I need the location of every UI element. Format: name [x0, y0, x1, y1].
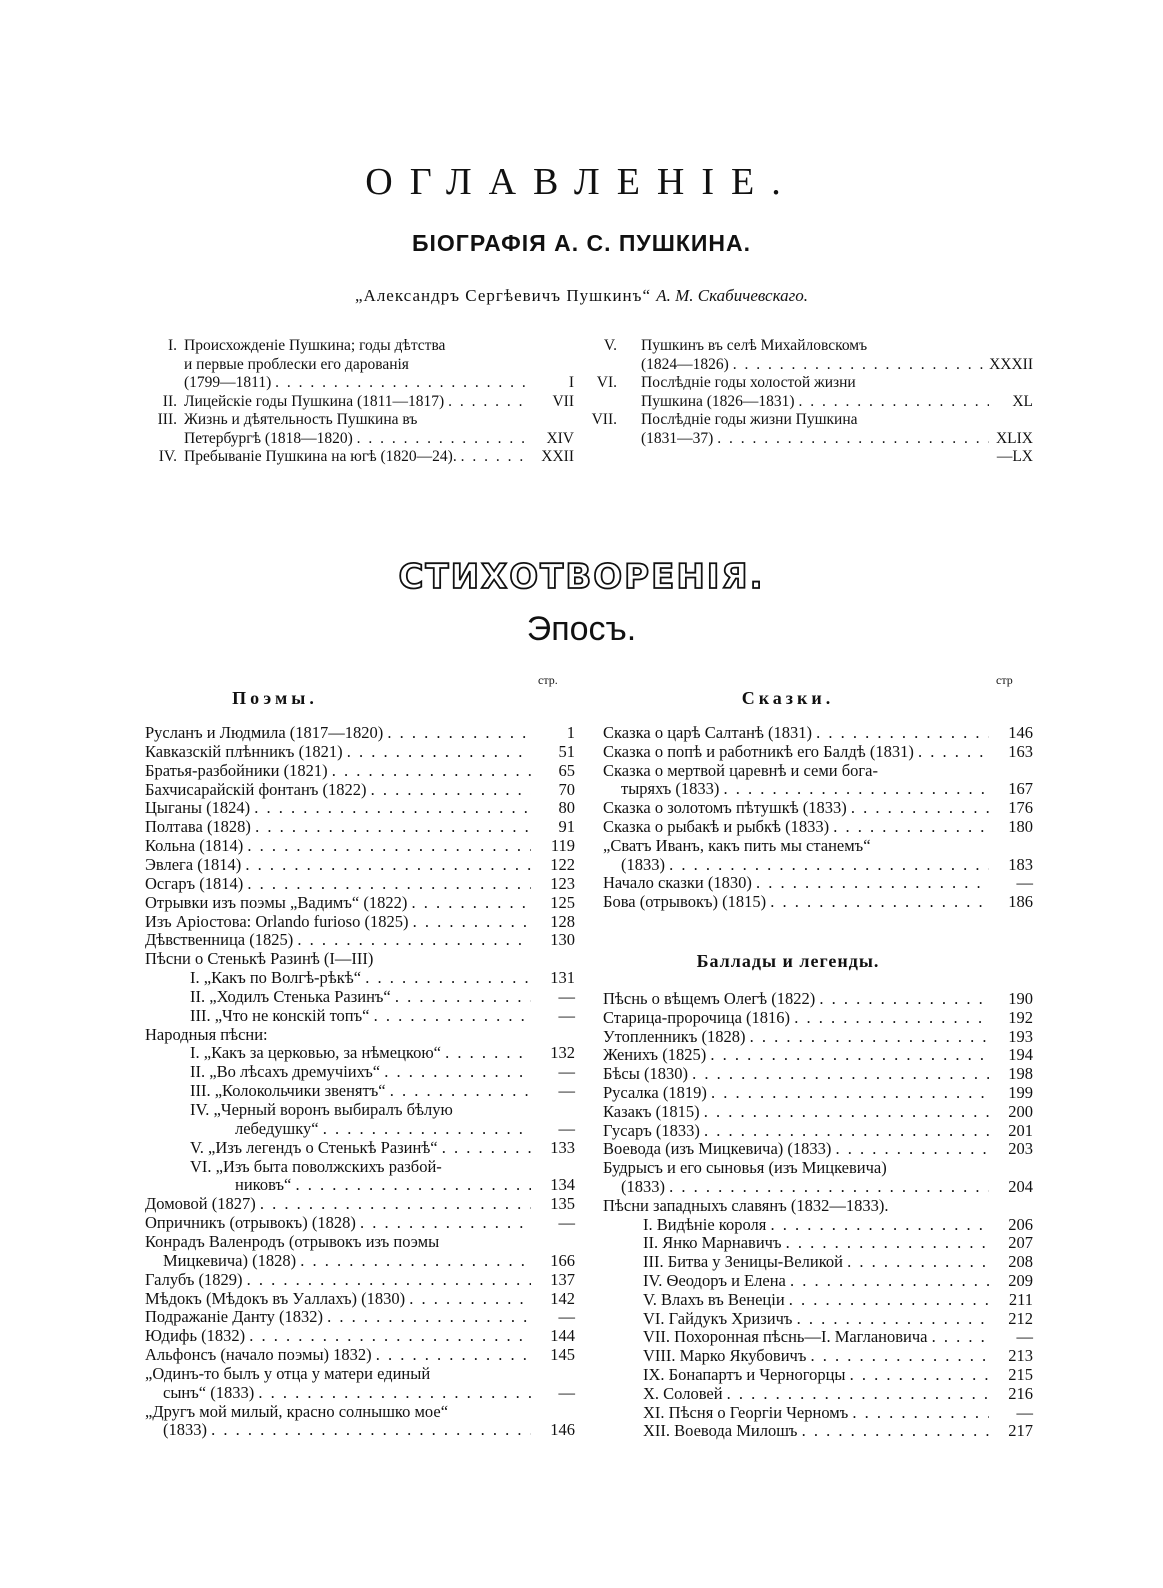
- toc-entry: [603, 1028, 1033, 1046]
- toc-entry-title: (1833) . . .: [621, 1178, 989, 1196]
- toc-entry-title: Казакъ (1815) . . .: [603, 1103, 989, 1121]
- toc-entry-page: 166: [550, 1250, 575, 1270]
- toc-entry-line: Народныя пѣсни:: [145, 1024, 268, 1044]
- toc-entry: [163, 1384, 575, 1402]
- toc-entry: [190, 1044, 575, 1062]
- toc-entry-page: —: [1016, 873, 1033, 893]
- toc-entry-title: IV. Ѳеодоръ и Елена . . .: [643, 1272, 989, 1290]
- toc-entry: [643, 1347, 1033, 1365]
- toc-entry-title: Сказка о попѣ и работникѣ его Балдѣ (1831) . . .: [603, 743, 989, 761]
- toc-entry-page: 198: [1008, 1064, 1033, 1084]
- toc-entry-title: лебедушку“ . . .: [235, 1120, 531, 1138]
- toc-entry-page: 194: [1008, 1045, 1033, 1065]
- toc-entry-page: 176: [1008, 798, 1033, 818]
- toc-entry: [603, 1103, 1033, 1121]
- toc-entry-page: 131: [550, 968, 575, 988]
- toc-entry: [145, 894, 575, 912]
- toc-entry-line: VI. „Изъ быта поволжскихъ разбой-: [190, 1156, 442, 1176]
- toc-entry-title: Домовой (1827) . . .: [145, 1195, 531, 1213]
- toc-entry: [184, 448, 574, 466]
- toc-entry-title: Бѣсы (1830) . . .: [603, 1065, 989, 1083]
- toc-entry-title: Пушкина (1826—1831) . . .: [641, 393, 989, 411]
- toc-entry: [643, 1291, 1033, 1309]
- toc-entry-title: Русланъ и Людмила (1817—1820) . . .: [145, 724, 531, 742]
- toc-entry-page: 146: [550, 1420, 575, 1440]
- toc-entry: [603, 1009, 1033, 1027]
- toc-entry-page: 51: [558, 741, 575, 761]
- toc-entry-title: (1833) . . .: [621, 856, 989, 874]
- toc-entry: [145, 799, 575, 817]
- toc-entry-title: III. „Что не конскій топъ“ . . .: [190, 1007, 531, 1025]
- toc-entry-page: 167: [1008, 779, 1033, 799]
- toc-entry-page: 65: [558, 760, 575, 780]
- toc-entry-title: Пребываніе Пушкина на югѣ (1820—24). . . .: [184, 448, 530, 466]
- toc-entry-title: V. „Изъ легендъ о Стенькѣ Разинѣ“ . . .: [190, 1139, 531, 1157]
- toc-entry: [643, 1404, 1033, 1422]
- toc-entry-title: III. „Колокольчики звенятъ“ . . .: [190, 1082, 531, 1100]
- toc-entry-title: Альфонсъ (начало поэмы) 1832) . . .: [145, 1346, 531, 1364]
- toc-entry-title: Кавказскій плѣнникъ (1821) . . .: [145, 743, 531, 761]
- toc-entry: [643, 1422, 1033, 1440]
- toc-entry-page: 180: [1008, 817, 1033, 836]
- chapter-number: III.: [157, 411, 177, 428]
- toc-entry-page: 123: [550, 873, 575, 893]
- toc-entry: [603, 1065, 1033, 1083]
- toc-entry: [163, 1252, 575, 1270]
- toc-entry-page: 130: [550, 930, 575, 950]
- toc-entry-title: I. „Какъ за церковью, за нѣмецкою“ . . .: [190, 1044, 531, 1062]
- toc-entry: [641, 430, 1033, 466]
- poems-heading: СТИХОТВОРЕНІЯ.: [398, 557, 765, 597]
- toc-entry-title: II. „Ходилъ Стенька Разинъ“ . . .: [190, 988, 531, 1006]
- toc-entry-page: 80: [558, 798, 575, 818]
- toc-entry: [603, 1140, 1033, 1158]
- toc-entry-title: Лицейскіе годы Пушкина (1811—1817) . . .: [184, 393, 530, 411]
- toc-entry: [145, 781, 575, 799]
- toc-entry-title: никовъ“ . . .: [235, 1176, 531, 1194]
- toc-entry-page: 144: [550, 1326, 575, 1346]
- toc-entry: [643, 1234, 1033, 1252]
- toc-entry-title: Воевода (изъ Мицкевича) (1833) . . .: [603, 1140, 989, 1158]
- toc-entry-line: Конрадъ Валенродъ (отрывокъ изъ поэмы: [145, 1231, 440, 1251]
- biography-subtitle-title: „Александръ Сергѣевичъ Пушкинъ“: [355, 286, 651, 305]
- toc-entry-title: VI. Гайдукъ Хризичъ . . .: [643, 1310, 989, 1328]
- toc-entry-title: Сказка о царѣ Салтанѣ (1831) . . .: [603, 724, 989, 742]
- toc-entry-title: V. Влахъ въ Венеціи . . .: [643, 1291, 989, 1309]
- skazki-heading: Сказки.: [741, 688, 835, 708]
- toc-entry: [190, 969, 575, 987]
- toc-entry-page: 125: [550, 892, 575, 912]
- toc-entry-page: 203: [1008, 1139, 1033, 1159]
- toc-entry: [145, 1308, 575, 1326]
- poemy-heading: Поэмы.: [232, 688, 318, 708]
- toc-entry-page: 200: [1008, 1101, 1033, 1121]
- chapter-number: VI.: [596, 374, 617, 391]
- toc-entry-title: IX. Бонапартъ и Черногорцы . . .: [643, 1366, 989, 1384]
- toc-entry: [643, 1385, 1033, 1403]
- toc-entry-line: Пѣсни западныхъ славянъ (1832—1833).: [603, 1195, 889, 1215]
- toc-entry-title: X. Соловей . . .: [643, 1385, 989, 1403]
- toc-entry-line: Будрысъ и его сыновья (изъ Мицкевича): [603, 1158, 887, 1178]
- toc-entry-title: VIII. Марко Якубовичъ . . .: [643, 1347, 989, 1365]
- toc-entry-line: и первые проблески его дарованія: [184, 355, 409, 373]
- toc-entry-title: Утопленникъ (1828) . . .: [603, 1028, 989, 1046]
- toc-entry: [145, 1195, 575, 1213]
- toc-entry: [145, 1290, 575, 1308]
- toc-entry: [621, 856, 1033, 874]
- toc-entry-title: Гусаръ (1833) . . .: [603, 1122, 989, 1140]
- toc-entry-title: Кольна (1814) . . .: [145, 837, 531, 855]
- toc-entry-title: (1824—1826) . . .: [641, 356, 989, 374]
- toc-entry-title: сынъ“ (1833) . . .: [163, 1384, 531, 1402]
- toc-entry-page: 133: [550, 1137, 575, 1157]
- toc-entry-title: I. „Какъ по Волгѣ-рѣкѣ“ . . .: [190, 969, 531, 987]
- biography-subtitle: [0, 286, 1163, 306]
- toc-entry: [603, 818, 1033, 836]
- toc-entry-line: Жизнь и дѣятельность Пушкина въ: [184, 411, 418, 428]
- toc-entry-title: I. Видѣніе короля . . .: [643, 1216, 989, 1234]
- toc-entry-page: 201: [1008, 1120, 1033, 1140]
- toc-entry-title: Старица-пророчица (1816) . . .: [603, 1009, 989, 1027]
- toc-entry-page: 128: [550, 911, 575, 931]
- toc-entry-title: Пѣснь о вѣщемъ Олегѣ (1822) . . .: [603, 990, 989, 1008]
- toc-entry-page: 145: [550, 1345, 575, 1365]
- toc-entry-title: Опричникъ (отрывокъ) (1828) . . .: [145, 1214, 531, 1232]
- toc-entry-page: XLIX—LX: [995, 429, 1033, 465]
- toc-entry-line: Пѣсни о Стенькѣ Разинѣ (I—III): [145, 949, 374, 969]
- chapter-number: I.: [167, 337, 177, 354]
- chapter-number: II.: [162, 392, 177, 410]
- toc-entry-line: Послѣдніе годы жизни Пушкина: [641, 411, 858, 428]
- toc-entry-page: 163: [1008, 741, 1033, 761]
- toc-entry: [145, 837, 575, 855]
- toc-entry: [641, 393, 1033, 411]
- toc-entry: [603, 874, 1033, 892]
- toc-entry-page: 206: [1008, 1214, 1033, 1234]
- toc-entry-page: —: [558, 1081, 575, 1101]
- toc-entry-page: 119: [550, 836, 575, 856]
- toc-entry-title: Мицкевича) (1828) . . .: [163, 1252, 531, 1270]
- toc-entry-line: „Другъ мой милый, красно солнышко мое“: [145, 1401, 449, 1421]
- toc-entry-line: „Сватъ Иванъ, какъ пить мы станемъ“: [603, 835, 871, 855]
- toc-entry-page: 137: [550, 1269, 575, 1289]
- toc-entry-title: Отрывки изъ поэмы „Вадимъ“ (1822) . . .: [145, 894, 531, 912]
- ballady-heading: Баллады и легенды.: [696, 951, 880, 971]
- toc-entry-title: Сказка о золотомъ пѣтушкѣ (1833) . . .: [603, 799, 989, 817]
- chapter-number: IV.: [158, 448, 177, 465]
- toc-entry: [603, 799, 1033, 817]
- toc-entry: [643, 1272, 1033, 1290]
- toc-entry-page: XXXII: [989, 355, 1033, 373]
- toc-entry-title: Подражаніе Данту (1832) . . .: [145, 1308, 531, 1326]
- toc-entry-line: Сказка о мертвой царевнѣ и семи бога-: [603, 760, 878, 780]
- toc-entry-page: 135: [550, 1194, 575, 1214]
- toc-entry: [145, 875, 575, 893]
- toc-entry-page: 142: [550, 1288, 575, 1308]
- toc-entry-page: 132: [550, 1043, 575, 1063]
- toc-entry: [145, 818, 575, 836]
- toc-entry-line: Послѣдніе годы холостой жизни: [641, 374, 856, 391]
- toc-entry-page: 134: [550, 1175, 575, 1195]
- toc-entry-title: Осгаръ (1814) . . .: [145, 875, 531, 893]
- toc-entry-line: „Одинъ-то былъ у отца у матери единый: [145, 1363, 431, 1383]
- toc-entry: [643, 1253, 1033, 1271]
- chapter-number: V.: [603, 337, 617, 354]
- toc-entry-page: 207: [1008, 1233, 1033, 1253]
- toc-entry: [190, 1063, 575, 1081]
- toc-entry: [163, 1421, 575, 1439]
- toc-entry-page: 192: [1008, 1007, 1033, 1027]
- toc-entry: [145, 743, 575, 761]
- toc-entry: [190, 1082, 575, 1100]
- toc-entry-page: —: [558, 1005, 575, 1025]
- toc-entry-title: Галубъ (1829) . . .: [145, 1271, 531, 1289]
- toc-entry: [643, 1216, 1033, 1234]
- toc-entry: [145, 1271, 575, 1289]
- toc-entry-title: (1833) . . .: [163, 1421, 531, 1439]
- toc-entry-title: Мѣдокъ (Мѣдокъ въ Уаллахъ) (1830) . . .: [145, 1290, 531, 1308]
- toc-entry-title: Эвлега (1814) . . .: [145, 856, 531, 874]
- toc-entry: [603, 1084, 1033, 1102]
- toc-entry: [145, 856, 575, 874]
- toc-entry: [145, 913, 575, 931]
- toc-entry-page: —: [1016, 1327, 1033, 1347]
- toc-entry-title: Сказка о рыбакѣ и рыбкѣ (1833) . . .: [603, 818, 989, 836]
- toc-entry-line: IV. „Черный воронъ выбиралъ бѣлую: [190, 1100, 453, 1119]
- toc-entry-page: 208: [1008, 1252, 1033, 1272]
- toc-entry-page: —: [558, 1382, 575, 1402]
- toc-entry-title: тыряхъ (1833) . . .: [621, 780, 989, 798]
- toc-entry-title: XII. Воевода Милошъ . . .: [643, 1422, 989, 1440]
- toc-entry-page: 91: [558, 817, 575, 837]
- toc-entry-page: 122: [550, 854, 575, 874]
- toc-entry-title: Бова (отрывокъ) (1815) . . .: [603, 893, 989, 911]
- toc-entry: [603, 1122, 1033, 1140]
- toc-entry: [621, 1178, 1033, 1196]
- toc-entry: [145, 762, 575, 780]
- toc-entry-page: 213: [1008, 1346, 1033, 1366]
- toc-entry-page: 217: [1008, 1421, 1033, 1441]
- toc-entry-title: Дѣвственница (1825) . . .: [145, 931, 531, 949]
- biography-subtitle-author: А. М. Скабичевскаго.: [656, 286, 808, 305]
- toc-entry: [603, 990, 1033, 1008]
- toc-entry: [603, 724, 1033, 742]
- toc-entry: [145, 1346, 575, 1364]
- toc-entry-page: —: [558, 1213, 575, 1233]
- toc-entry-title: Женихъ (1825) . . .: [603, 1046, 989, 1064]
- toc-entry-line: Пушкинъ въ селѣ Михайловскомъ: [641, 337, 868, 354]
- toc-entry-page: 186: [1008, 892, 1033, 912]
- toc-entry: [643, 1310, 1033, 1328]
- toc-entry-title: Изъ Аріостова: Orlando furioso (1825) . . .: [145, 913, 531, 931]
- toc-entry-title: Цыганы (1824) . . .: [145, 799, 531, 817]
- toc-entry: [145, 1214, 575, 1232]
- toc-entry-page: 1: [566, 723, 575, 742]
- toc-entry-title: Полтава (1828) . . .: [145, 818, 531, 836]
- toc-entry-title: II. Янко Марнавичъ . . .: [643, 1234, 989, 1252]
- toc-entry-title: Начало сказки (1830) . . .: [603, 874, 989, 892]
- epos-heading: Эпосъ.: [526, 610, 637, 648]
- toc-entry-page: 216: [1008, 1383, 1033, 1403]
- toc-entry: [184, 430, 574, 448]
- toc-entry-title: Юдифь (1832) . . .: [145, 1327, 531, 1345]
- toc-entry: [621, 780, 1033, 798]
- toc-entry: [145, 1327, 575, 1345]
- toc-entry-page: 70: [558, 779, 575, 799]
- chapter-number: VII.: [591, 411, 617, 428]
- toc-entry-page: 146: [1008, 723, 1033, 742]
- page-column-label-right: стр: [996, 673, 1013, 687]
- toc-entry: [603, 1046, 1033, 1064]
- toc-entry: [145, 931, 575, 949]
- toc-entry-page: 212: [1008, 1308, 1033, 1328]
- toc-entry: [190, 1139, 575, 1157]
- toc-entry-page: XIV: [546, 429, 574, 447]
- toc-entry-title: Бахчисарайскій фонтанъ (1822) . . .: [145, 781, 531, 799]
- toc-entry-page: VII: [552, 392, 574, 410]
- toc-entry-page: 190: [1008, 989, 1033, 1008]
- toc-entry: [235, 1120, 575, 1138]
- toc-entry: [184, 374, 574, 392]
- toc-entry-page: —: [1016, 1402, 1033, 1422]
- toc-entry: [235, 1176, 575, 1194]
- biography-heading: БІОГРАФІЯ А. С. ПУШКИНА.: [411, 230, 752, 256]
- toc-entry-title: VII. Похоронная пѣснь—I. Маглановича . . .: [643, 1328, 989, 1346]
- toc-entry: [184, 393, 574, 411]
- toc-entry-title: III. Битва у Зеницы-Великой . . .: [643, 1253, 989, 1271]
- toc-entry-page: XXII: [541, 448, 574, 465]
- toc-entry-page: —: [558, 1118, 575, 1138]
- toc-entry-page: I: [568, 374, 574, 391]
- toc-entry: [603, 893, 1033, 911]
- toc-entry: [190, 1007, 575, 1025]
- toc-entry-title: (1799—1811) . . .: [184, 374, 530, 392]
- toc-entry-page: 209: [1008, 1271, 1033, 1290]
- toc-entry-page: —: [558, 986, 575, 1006]
- page-column-label-left: стр.: [538, 673, 558, 687]
- toc-entry-page: 204: [1008, 1177, 1033, 1196]
- toc-entry: [641, 356, 1033, 374]
- toc-entry: [643, 1328, 1033, 1346]
- toc-entry-title: II. „Во лѣсахъ дремучіихъ“ . . .: [190, 1063, 531, 1081]
- toc-entry-title: Русалка (1819) . . .: [603, 1084, 989, 1102]
- toc-entry: [643, 1366, 1033, 1384]
- toc-entry-title: (1831—37) . . .: [641, 430, 989, 466]
- toc-entry-page: —: [558, 1307, 575, 1327]
- toc-entry-page: XL: [1012, 392, 1033, 410]
- toc-entry: [190, 988, 575, 1006]
- toc-entry-page: 193: [1008, 1026, 1033, 1046]
- toc-entry-page: 199: [1008, 1083, 1033, 1102]
- toc-entry-page: 215: [1008, 1365, 1033, 1384]
- toc-entry-page: 183: [1008, 854, 1033, 874]
- toc-entry-page: —: [558, 1062, 575, 1082]
- toc-entry-line: Происхожденіе Пушкина; годы дѣтства: [184, 337, 446, 354]
- toc-entry: [603, 743, 1033, 761]
- toc-entry-page: 211: [1008, 1289, 1033, 1309]
- toc-entry-title: Петербургѣ (1818—1820) . . .: [184, 430, 530, 448]
- toc-entry: [145, 724, 575, 742]
- toc-entry-title: XI. Пѣсня о Георгіи Черномъ . . .: [643, 1404, 989, 1422]
- toc-entry-title: Братья-разбойники (1821) . . .: [145, 762, 531, 780]
- page-title: ОГЛАВЛЕНІЕ.: [365, 161, 798, 203]
